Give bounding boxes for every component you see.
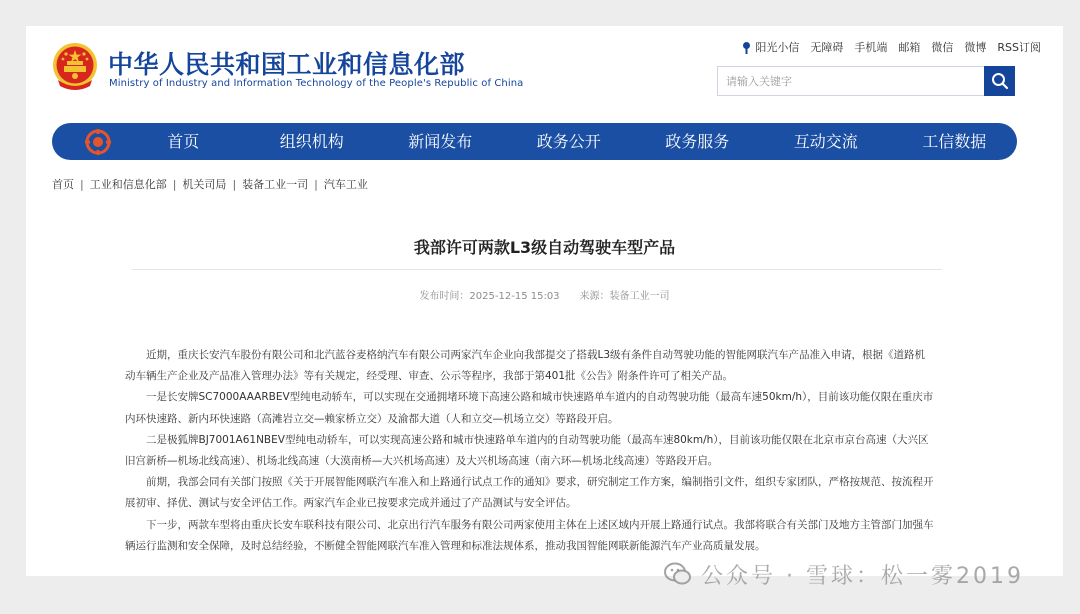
article-paragraph: 近期，重庆长安汽车股份有限公司和北汽蓝谷麦格纳汽车有限公司两家汽车企业向我部提交了搭载L3级有条件自动驾驶功能的智能网联汽车产品准入申请，根据《道路机动车辆生产企业及产品准入管理办法》等有关规定，经受理、审查、公示等程序，我部于第401批《公告》附条件许可了相关产品。 bbox=[125, 349, 926, 383]
article-meta bbox=[26, 287, 1063, 302]
article-paragraph: 下一步，两款车型将由重庆长安车联科技有限公司、北京出行汽车服务有限公司两家使用主体在上述区域内开展上路通行试点。我部将联合有关部门及地方主管部门加强车辆运行监测和安全保障，及时总结经验，不断健全智能网联汽车准入管理和标准法规体系，推动我国智能网联新能源汽车产业高质量发展。 bbox=[125, 518, 934, 552]
article-paragraph: 前期，我部会同有关部门按照《关于开展智能网联汽车准入和上路通行试点工作的通知》要求，研究制定工作方案，编制指引文件，组织专家团队，严格按规范、按流程开展初审、择优、测试与安全评估工作。两家汽车企业已按要求完成并通过了产品测试与安全评估。 bbox=[125, 476, 934, 510]
article-source: 来源：装备工业一司 bbox=[579, 291, 670, 302]
breadcrumb-home[interactable]: 首页 bbox=[52, 178, 74, 191]
nav-gov-services[interactable]: 政务服务 bbox=[665, 132, 730, 151]
search-icon bbox=[991, 72, 1009, 90]
toplink-rss[interactable]: RSS订阅 bbox=[997, 41, 1041, 54]
toplink-accessibility[interactable]: 无障碍 bbox=[810, 41, 844, 54]
toplink-sunshine[interactable]: 阳光小信 bbox=[755, 41, 800, 54]
breadcrumb-departments[interactable]: 机关司局 bbox=[182, 178, 227, 191]
main-nav bbox=[52, 123, 1017, 160]
article-body bbox=[125, 345, 935, 557]
article-paragraph: 一是长安牌SC7000AAARBEV型纯电动轿车，可以实现在交通拥堵环境下高速公路和城市快速路单车道内的自动驾驶功能（最高车速50km/h），目前该功能仅限在重庆市内环快速路、新内环快速路（高滩岩立交—赖家桥立交）及渝都大道（人和立交—机场立交）等路段开启。 bbox=[125, 391, 934, 425]
breadcrumb-ministry[interactable]: 工业和信息化部 bbox=[89, 178, 167, 191]
site-title[interactable]: 中华人民共和国工业和信息化部 bbox=[108, 50, 466, 79]
toplink-mail[interactable]: 邮箱 bbox=[898, 41, 921, 54]
article-paragraph: 二是极狐牌BJ7001A61NBEV型纯电动轿车，可以实现高速公路和城市快速路单车道内的自动驾驶功能（最高车速80km/h），目前该功能仅限在北京市京台高速（大兴区旧宫新桥—机场北线高速）、机场北线高速（大漠南桥—大兴机场高速）及大兴机场高速（南六环—机场北线高速）等路段开启。 bbox=[125, 433, 929, 468]
publish-time: 发布时间：2025-12-15 15:03 bbox=[419, 291, 560, 302]
breadcrumb-equipment-dept[interactable]: 装备工业一司 bbox=[242, 178, 309, 191]
nav-data[interactable]: 工信数据 bbox=[922, 132, 987, 151]
nav-gov-affairs[interactable]: 政务公开 bbox=[536, 132, 601, 151]
nav-news[interactable]: 新闻发布 bbox=[408, 132, 473, 151]
page bbox=[26, 26, 1063, 576]
title-divider bbox=[132, 269, 942, 270]
national-emblem-icon bbox=[52, 42, 98, 92]
nav-interaction[interactable]: 互动交流 bbox=[793, 132, 858, 151]
toplink-weibo[interactable]: 微博 bbox=[964, 41, 987, 54]
watermark bbox=[663, 548, 1024, 600]
site-subtitle: Ministry of Industry and Information Technology of the People's Republic of China bbox=[109, 78, 524, 89]
search-button[interactable] bbox=[984, 66, 1015, 96]
location-pin-icon bbox=[742, 41, 751, 54]
search-input[interactable] bbox=[718, 67, 984, 95]
toplink-mobile[interactable]: 手机端 bbox=[854, 41, 888, 54]
toplink-wechat[interactable]: 微信 bbox=[931, 41, 954, 54]
search-box bbox=[717, 66, 1015, 96]
breadcrumb-auto-industry[interactable]: 汽车工业 bbox=[323, 178, 368, 191]
wechat-icon bbox=[663, 559, 693, 589]
site-header bbox=[26, 26, 1063, 122]
nav-organization[interactable]: 组织机构 bbox=[279, 132, 344, 151]
watermark-text: 公众号 · 雪球：松一雾2019 bbox=[701, 563, 1024, 589]
article-title: 我部许可两款L3级自动驾驶车型产品 bbox=[413, 238, 676, 257]
nav-home[interactable]: 首页 bbox=[167, 132, 200, 151]
miit-logo-icon bbox=[85, 129, 111, 155]
breadcrumb: 首页 | 工业和信息化部 | 机关司局 | 装备工业一司 | 汽车工业 bbox=[52, 178, 368, 191]
top-links bbox=[742, 39, 1041, 55]
